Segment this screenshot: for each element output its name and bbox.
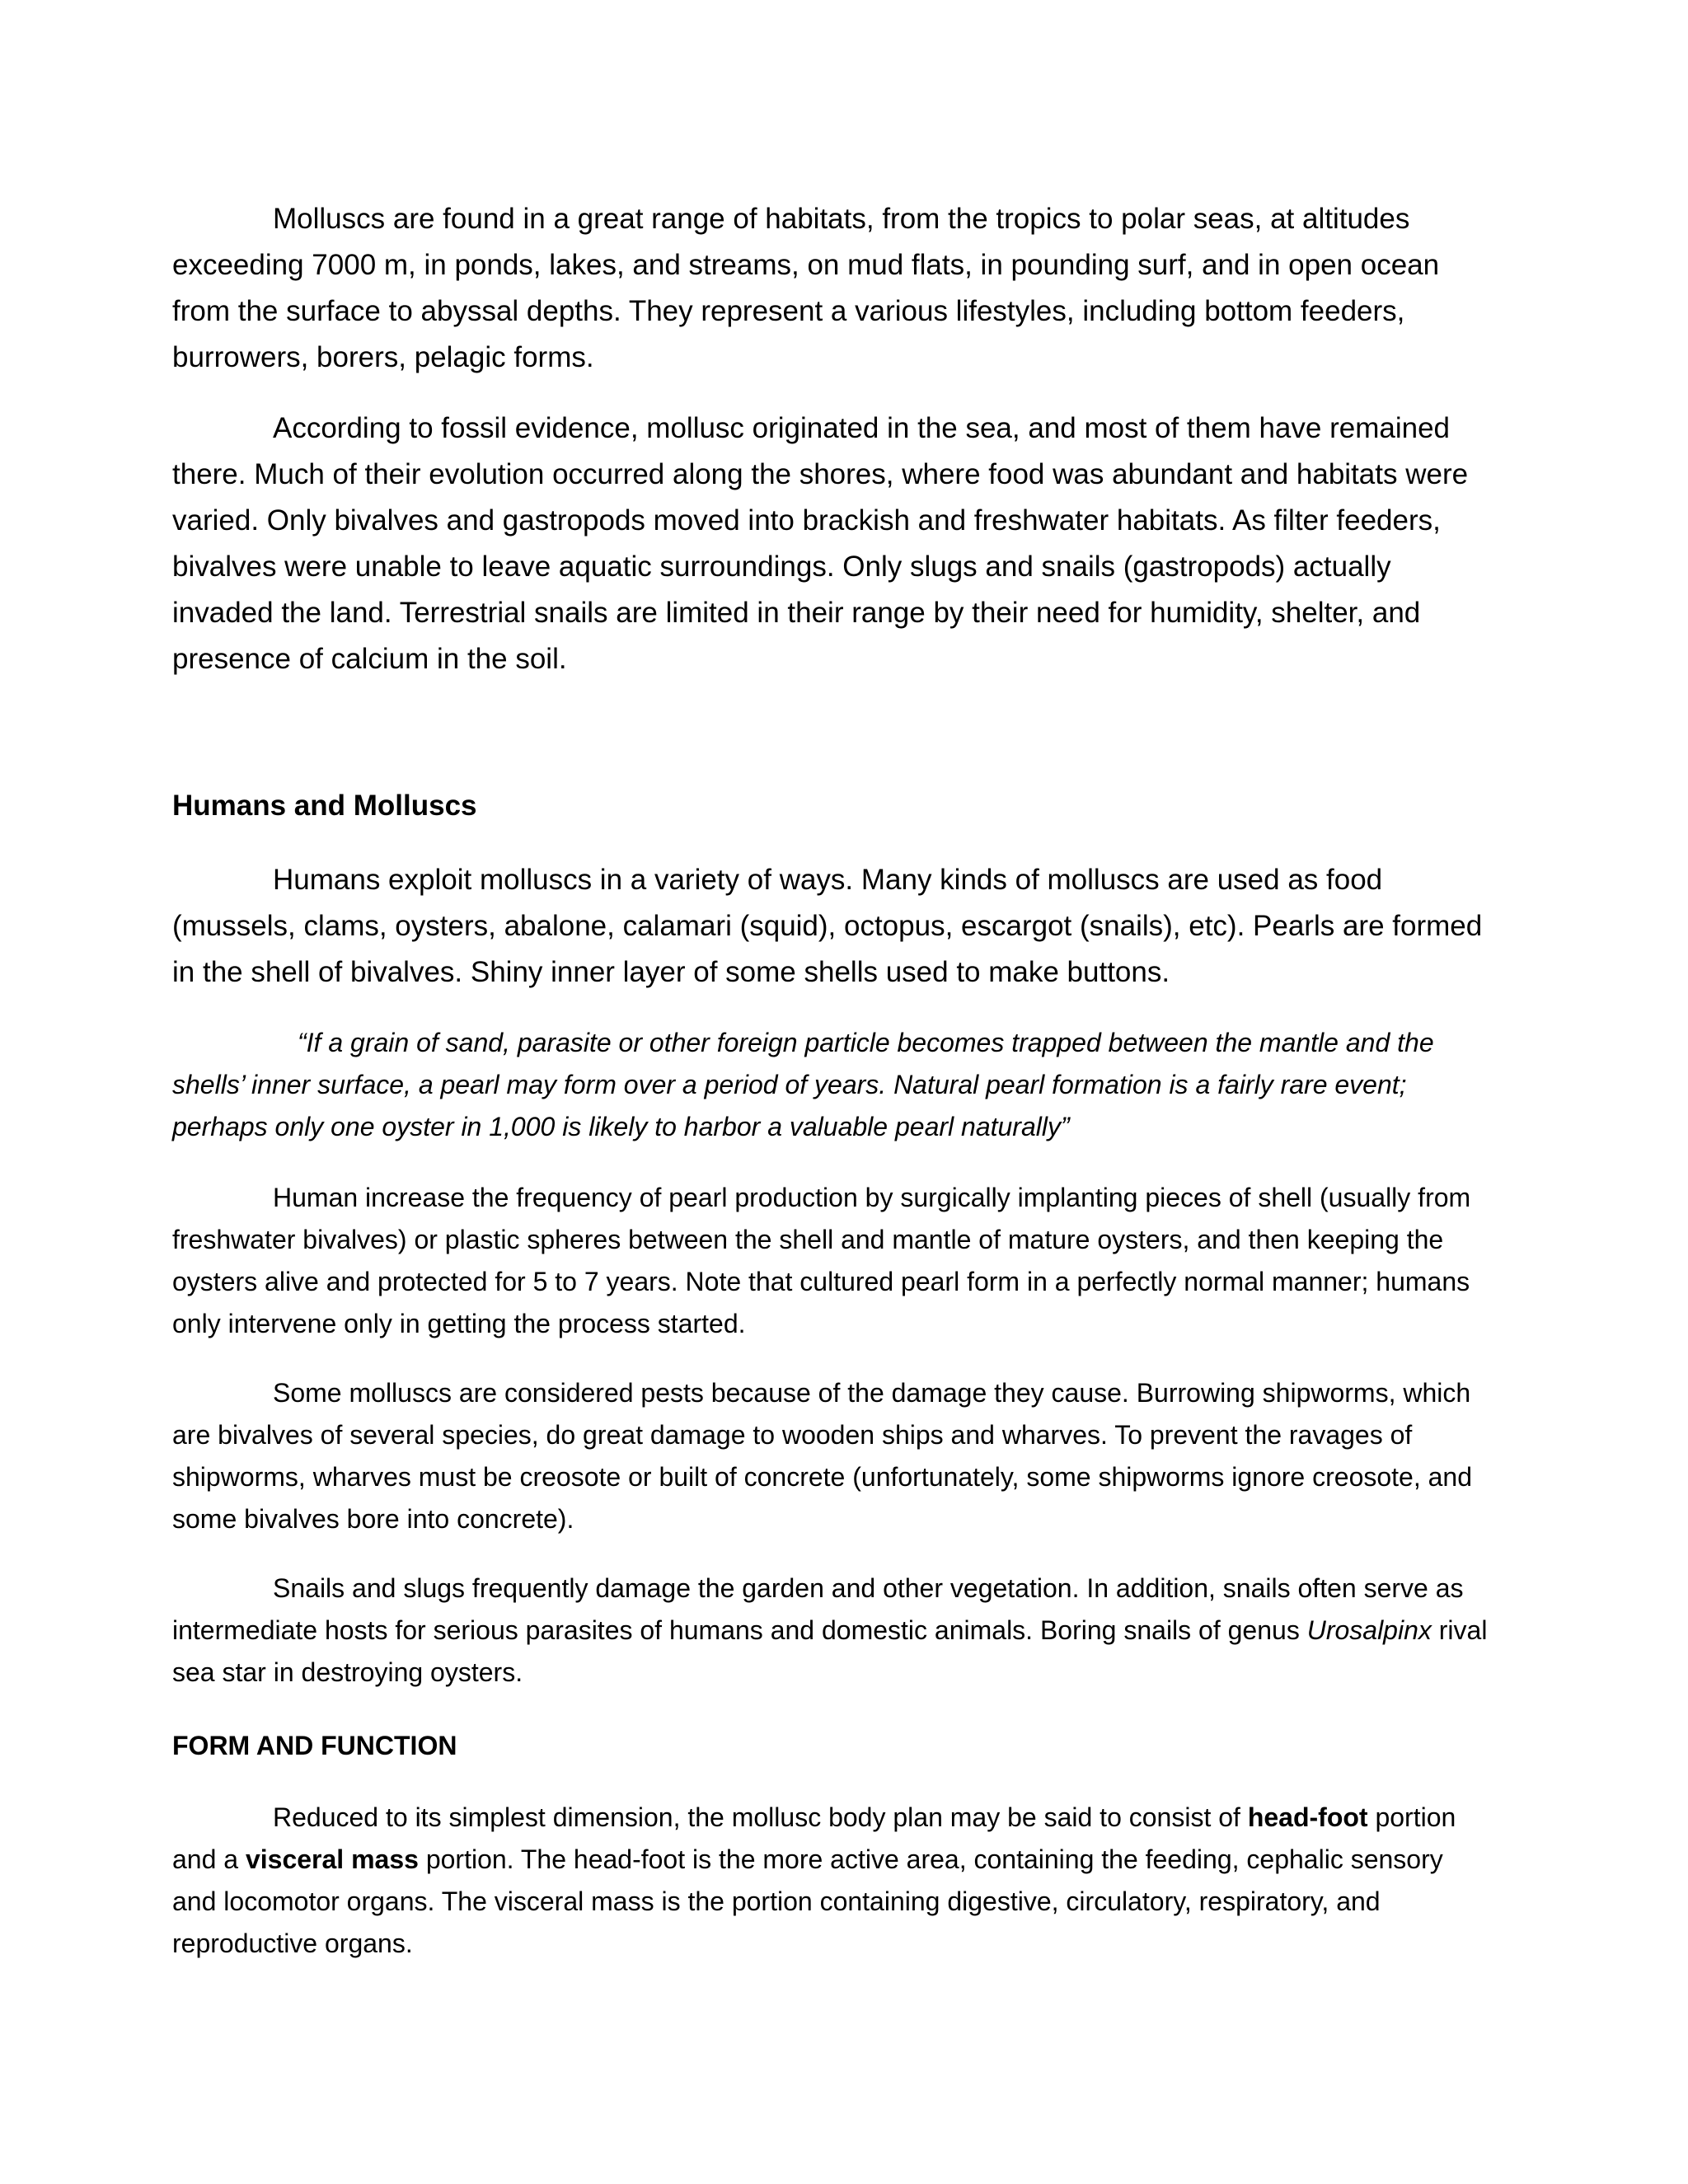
body-plan-paragraph <box>172 1797 1491 1965</box>
visceral-mass-term: visceral mass <box>245 1844 419 1874</box>
humans-and-molluscs-heading: Humans and Molluscs <box>172 790 477 822</box>
pearl-quote-paragraph: “If a grain of sand, parasite or other foreign particle becomes trapped between the mantle and the shells’ inner surface, a pearl may form over a period of years. Natural pearl formation is a fairly rare event; perhaps only one oyster in 1,000 is likely to harbor a valuable pearl naturally” <box>172 1028 1434 1141</box>
habitats-paragraph: Molluscs are found in a great range of habitats, from the tropics to polar seas, at altitudes exceeding 7000 m, in ponds, lakes, and streams, on mud flats, in pounding surf, and in open ocean from the surface to abyssal depths. They represent a various lifestyles, including bottom feeders, burrowers, borers, pelagic forms. <box>172 203 1440 373</box>
pearl-production-paragraph: Human increase the frequency of pearl production by surgically implanting pieces of shell (usually from freshwater bivalves) or plastic spheres between the shell and mantle of mature oysters, and then keeping the oysters alive and protected for 5 to 7 years. Note that cultured pearl form in a perfectly normal manner; humans only intervene only in getting the process started. <box>172 1183 1471 1338</box>
pests-paragraph: Some molluscs are considered pests because of the damage they cause. Burrowing shipworms, which are bivalves of several species, do great damage to wooden ships and wharves. To prevent the ravages of shipworms, wharves must be creosote or built of concrete (unfortunately, some shipworms ignore creosote, and some bivalves bore into concrete). <box>172 1378 1473 1534</box>
form-and-function-heading: FORM AND FUNCTION <box>172 1731 457 1760</box>
genus-name: Urosalpinx <box>1306 1615 1432 1645</box>
body-plan-text-start: Reduced to its simplest dimension, the mollusc body plan may be said to consist of <box>273 1802 1248 1832</box>
snails-slugs-paragraph <box>172 1568 1491 1694</box>
humans-exploit-paragraph: Humans exploit molluscs in a variety of ways. Many kinds of molluscs are used as food (mussels, clams, oysters, abalone, calamari (squid), octopus, escargot (snails), etc). Pearls are formed in the shell of bivalves. Shiny inner layer of some shells used to make buttons. <box>172 864 1483 988</box>
snails-slugs-text-start: Snails and slugs frequently damage the garden and other vegetation. In addition, snails often serve as intermediate hosts for serious parasites of humans and domestic animals. Boring snails of genus <box>172 1573 1464 1645</box>
body-plan-text-middle: portion and a <box>172 1802 1456 1874</box>
body-plan-text-end: portion. The head-foot is the more active area, containing the feeding, cephalic sensory and locomotor organs. The visceral mass is the portion containing digestive, circulatory, respiratory, and reproductive organs. <box>172 1844 1443 1958</box>
fossil-evidence-paragraph: According to fossil evidence, mollusc originated in the sea, and most of them have remained there. Much of their evolution occurred along the shores, where food was abundant and habitats were varied. Only bivalves and gastropods moved into brackish and freshwater habitats. As filter feeders, bivalves were unable to leave aquatic surroundings. Only slugs and snails (gastropods) actually invaded the land. Terrestrial snails are limited in their range by their need for humidity, shelter, and presence of calcium in the soil. <box>172 412 1469 675</box>
snails-slugs-text-end: rival sea star in destroying oysters. <box>172 1615 1488 1687</box>
head-foot-term: head-foot <box>1247 1802 1368 1832</box>
